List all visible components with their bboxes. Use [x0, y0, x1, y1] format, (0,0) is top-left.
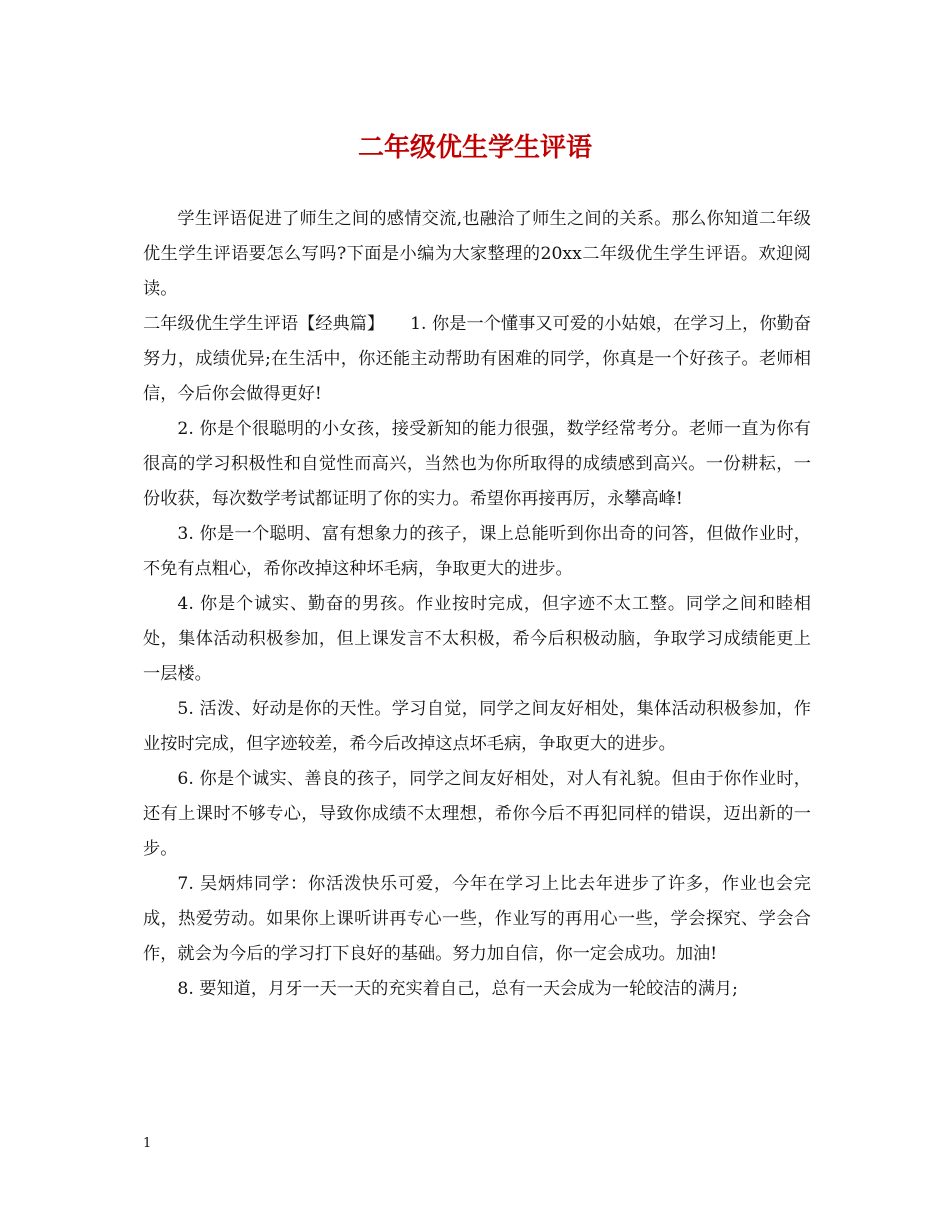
comment-paragraph-3: 3. 你是一个聪明、富有想象力的孩子，课上总能听到你出奇的问答，但做作业时，不免有点粗心，希你改掉这种坏毛病，争取更大的进步。	[143, 524, 811, 579]
comment-paragraph-4: 4. 你是个诚实、勤奋的男孩。作业按时完成，但字迹不太工整。同学之间和睦相处，集体活动积极参加，但上课发言不太积极，希今后积极动脑，争取学习成绩能更上一层楼。	[143, 594, 811, 684]
comment-paragraph-2: 2. 你是个很聪明的小女孩，接受新知的能力很强，数学经常考分。老师一直为你有很高的学习积极性和自觉性而高兴，当然也为你所取得的成绩感到高兴。一份耕耘，一份收获，每次数学考试都证明了你的实力。希望你再接再厉，永攀高峰!	[143, 419, 811, 509]
document-body	[143, 202, 811, 1007]
comment-paragraph-6: 6. 你是个诚实、善良的孩子，同学之间友好相处，对人有礼貌。但由于你作业时，还有上课时不够专心，导致你成绩不太理想，希你今后不再犯同样的错误，迈出新的一步。	[143, 769, 811, 859]
document-title: 二年级优生学生评语	[357, 133, 592, 163]
comment-paragraph-5: 5. 活泼、好动是你的天性。学习自觉，同学之间友好相处，集体活动积极参加，作业按时完成，但字迹较差，希今后改掉这点坏毛病，争取更大的进步。	[143, 699, 811, 754]
page-number: 1	[143, 1136, 152, 1151]
section-heading-paragraph: 二年级优生学生评语【经典篇】 1. 你是一个懂事又可爱的小姑娘，在学习上，你勤奋努力，成绩优异;在生活中，你还能主动帮助有困难的同学，你真是一个好孩子。老师相信，今后你会做得更好!	[143, 314, 811, 404]
comment-paragraph-7: 7. 吴炳炜同学：你活泼快乐可爱，今年在学习上比去年进步了许多，作业也会完成，热爱劳动。如果你上课听讲再专心一些，作业写的再用心一些，学会探究、学会合作，就会为今后的学习打下良好的基础。努力加自信，你一定会成功。加油!	[143, 874, 811, 964]
intro-paragraph: 学生评语促进了师生之间的感情交流,也融洽了师生之间的关系。那么你知道二年级优生学生评语要怎么写吗?下面是小编为大家整理的20xx二年级优生学生评语。欢迎阅读。	[143, 209, 811, 299]
comment-paragraph-8: 8. 要知道，月牙一天一天的充实着自己，总有一天会成为一轮皎洁的满月;	[177, 979, 738, 999]
